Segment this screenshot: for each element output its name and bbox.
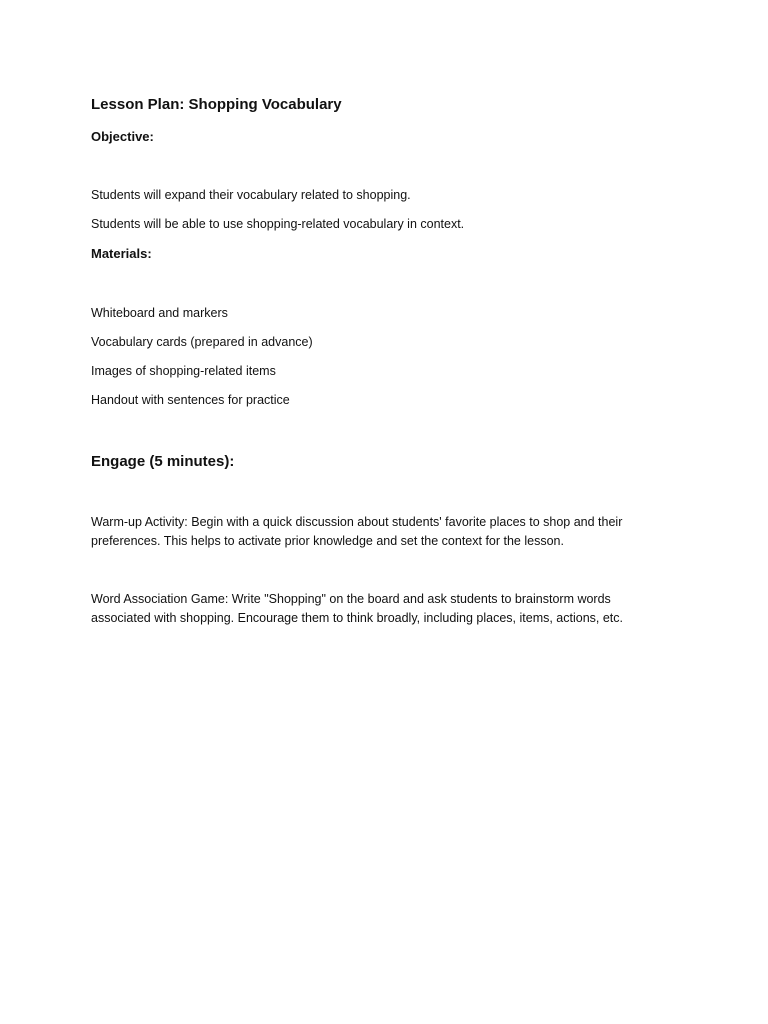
engage-paragraph: Word Association Game: Write "Shopping" on the board and ask students to brainstorm words associated with shopping. Encourage them to think broadly, including places, items, actions, etc.: [91, 592, 624, 625]
objective-heading: Objective:: [91, 129, 154, 144]
materials-item: Handout with sentences for practice: [91, 393, 290, 407]
materials-item: Images of shopping-related items: [91, 364, 276, 378]
materials-item: Whiteboard and markers: [91, 306, 228, 320]
engage-heading: Engage (5 minutes):: [91, 453, 235, 470]
objective-item: Students will be able to use shopping-related vocabulary in context.: [91, 217, 465, 231]
document-title: Lesson Plan: Shopping Vocabulary: [91, 96, 342, 113]
objective-item: Students will expand their vocabulary related to shopping.: [91, 188, 411, 202]
materials-heading: Materials:: [91, 246, 152, 261]
engage-paragraph: Warm-up Activity: Begin with a quick discussion about students' favorite places to shop and their preferences. This helps to activate prior knowledge and set the context for the lesson.: [91, 515, 623, 548]
materials-item: Vocabulary cards (prepared in advance): [91, 335, 313, 349]
